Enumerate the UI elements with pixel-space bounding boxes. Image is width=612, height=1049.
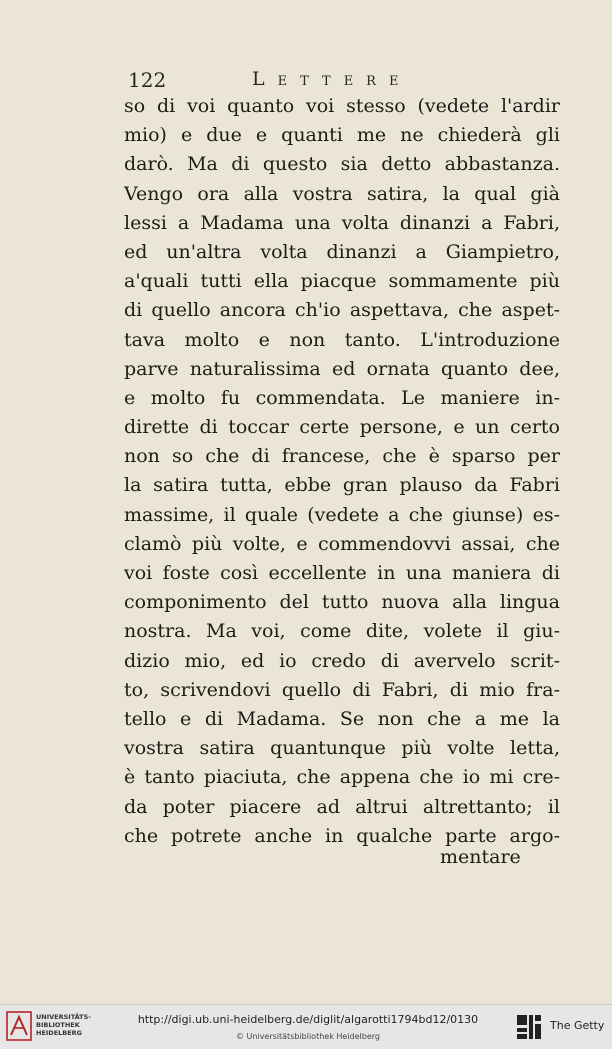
catchword: mentare [440,846,521,868]
institution-name-line: HEIDELBERG [36,1029,83,1037]
text-line: e molto fu commendata. Le maniere in- [124,386,560,409]
text-line: darò. Ma di questo sia detto abbastanza. [124,153,560,176]
text-line: ed un'altra volta dinanzi a Giampietro, [124,240,560,263]
text-line: è tanto piaciuta, che appena che io mi cre- [124,766,560,789]
viewer-footer [0,1004,612,1049]
text-line: parve naturalissima ed ornata quanto dee, [124,357,560,380]
body-text [124,92,560,851]
page-number: 122 [128,68,167,92]
text-line: so di voi quanto voi stesso (vedete l'ardir [124,95,560,117]
institution-name-line: BIBLIOTHEK [36,1021,80,1029]
text-line: la satira tutta, ebbe gran plauso da Fabri [124,474,560,497]
text-line: che potrete anche in qualche parte argo- [124,824,560,847]
text-line: lessi a Madama una volta dinanzi a Fabri, [124,211,560,234]
partner-name: The Getty [550,1019,605,1032]
text-line: massime, il quale (vedete a che giunse) es- [124,503,560,526]
getty-logo-icon[interactable] [516,1014,542,1040]
institution-name-line: UNIVERSITÄTS- [36,1013,91,1021]
text-line: Vengo ora alla vostra satira, la qual già [124,182,560,205]
running-title: Lettere [252,68,412,90]
copyright-notice: © Universitätsbibliothek Heidelberg [235,1032,380,1041]
ub-heidelberg-logo-icon[interactable] [6,1011,32,1041]
text-line: da poter piacere ad altrui altrettanto; il [124,795,560,818]
institution-name [36,1013,106,1037]
text-line: non so che di francese, che è sparso per [124,445,560,468]
text-line: a'quali tutti ella piacque sommamente più [124,270,560,293]
text-line: vostra satira quantunque più volte letta, [124,737,560,760]
permalink-url[interactable]: http://digi.ub.uni-heidelberg.de/diglit/algarotti1794bd12/0130 [137,1013,479,1026]
text-line: clamò più volte, e commendovvi assai, che [124,532,560,555]
text-line: tava molto e non tanto. L'introduzione [124,328,560,351]
text-line: di quello ancora ch'io aspettava, che aspet- [124,299,560,322]
text-line: dirette di toccar certe persone, e un certo [124,416,560,439]
text-line: componimento del tutto nuova alla lingua [124,591,560,614]
text-line: mio) e due e quanti me ne chiederà gli [124,124,560,147]
text-line: nostra. Ma voi, come dite, volete il giu- [124,620,560,643]
text-line: voi foste così eccellente in una maniera di [124,562,560,584]
text-line: dizio mio, ed io credo di avervelo scrit- [124,649,560,672]
text-line: tello e di Madama. Se non che a me la [124,707,560,730]
text-line: to, scrivendovi quello di Fabri, di mio fra- [124,678,560,701]
